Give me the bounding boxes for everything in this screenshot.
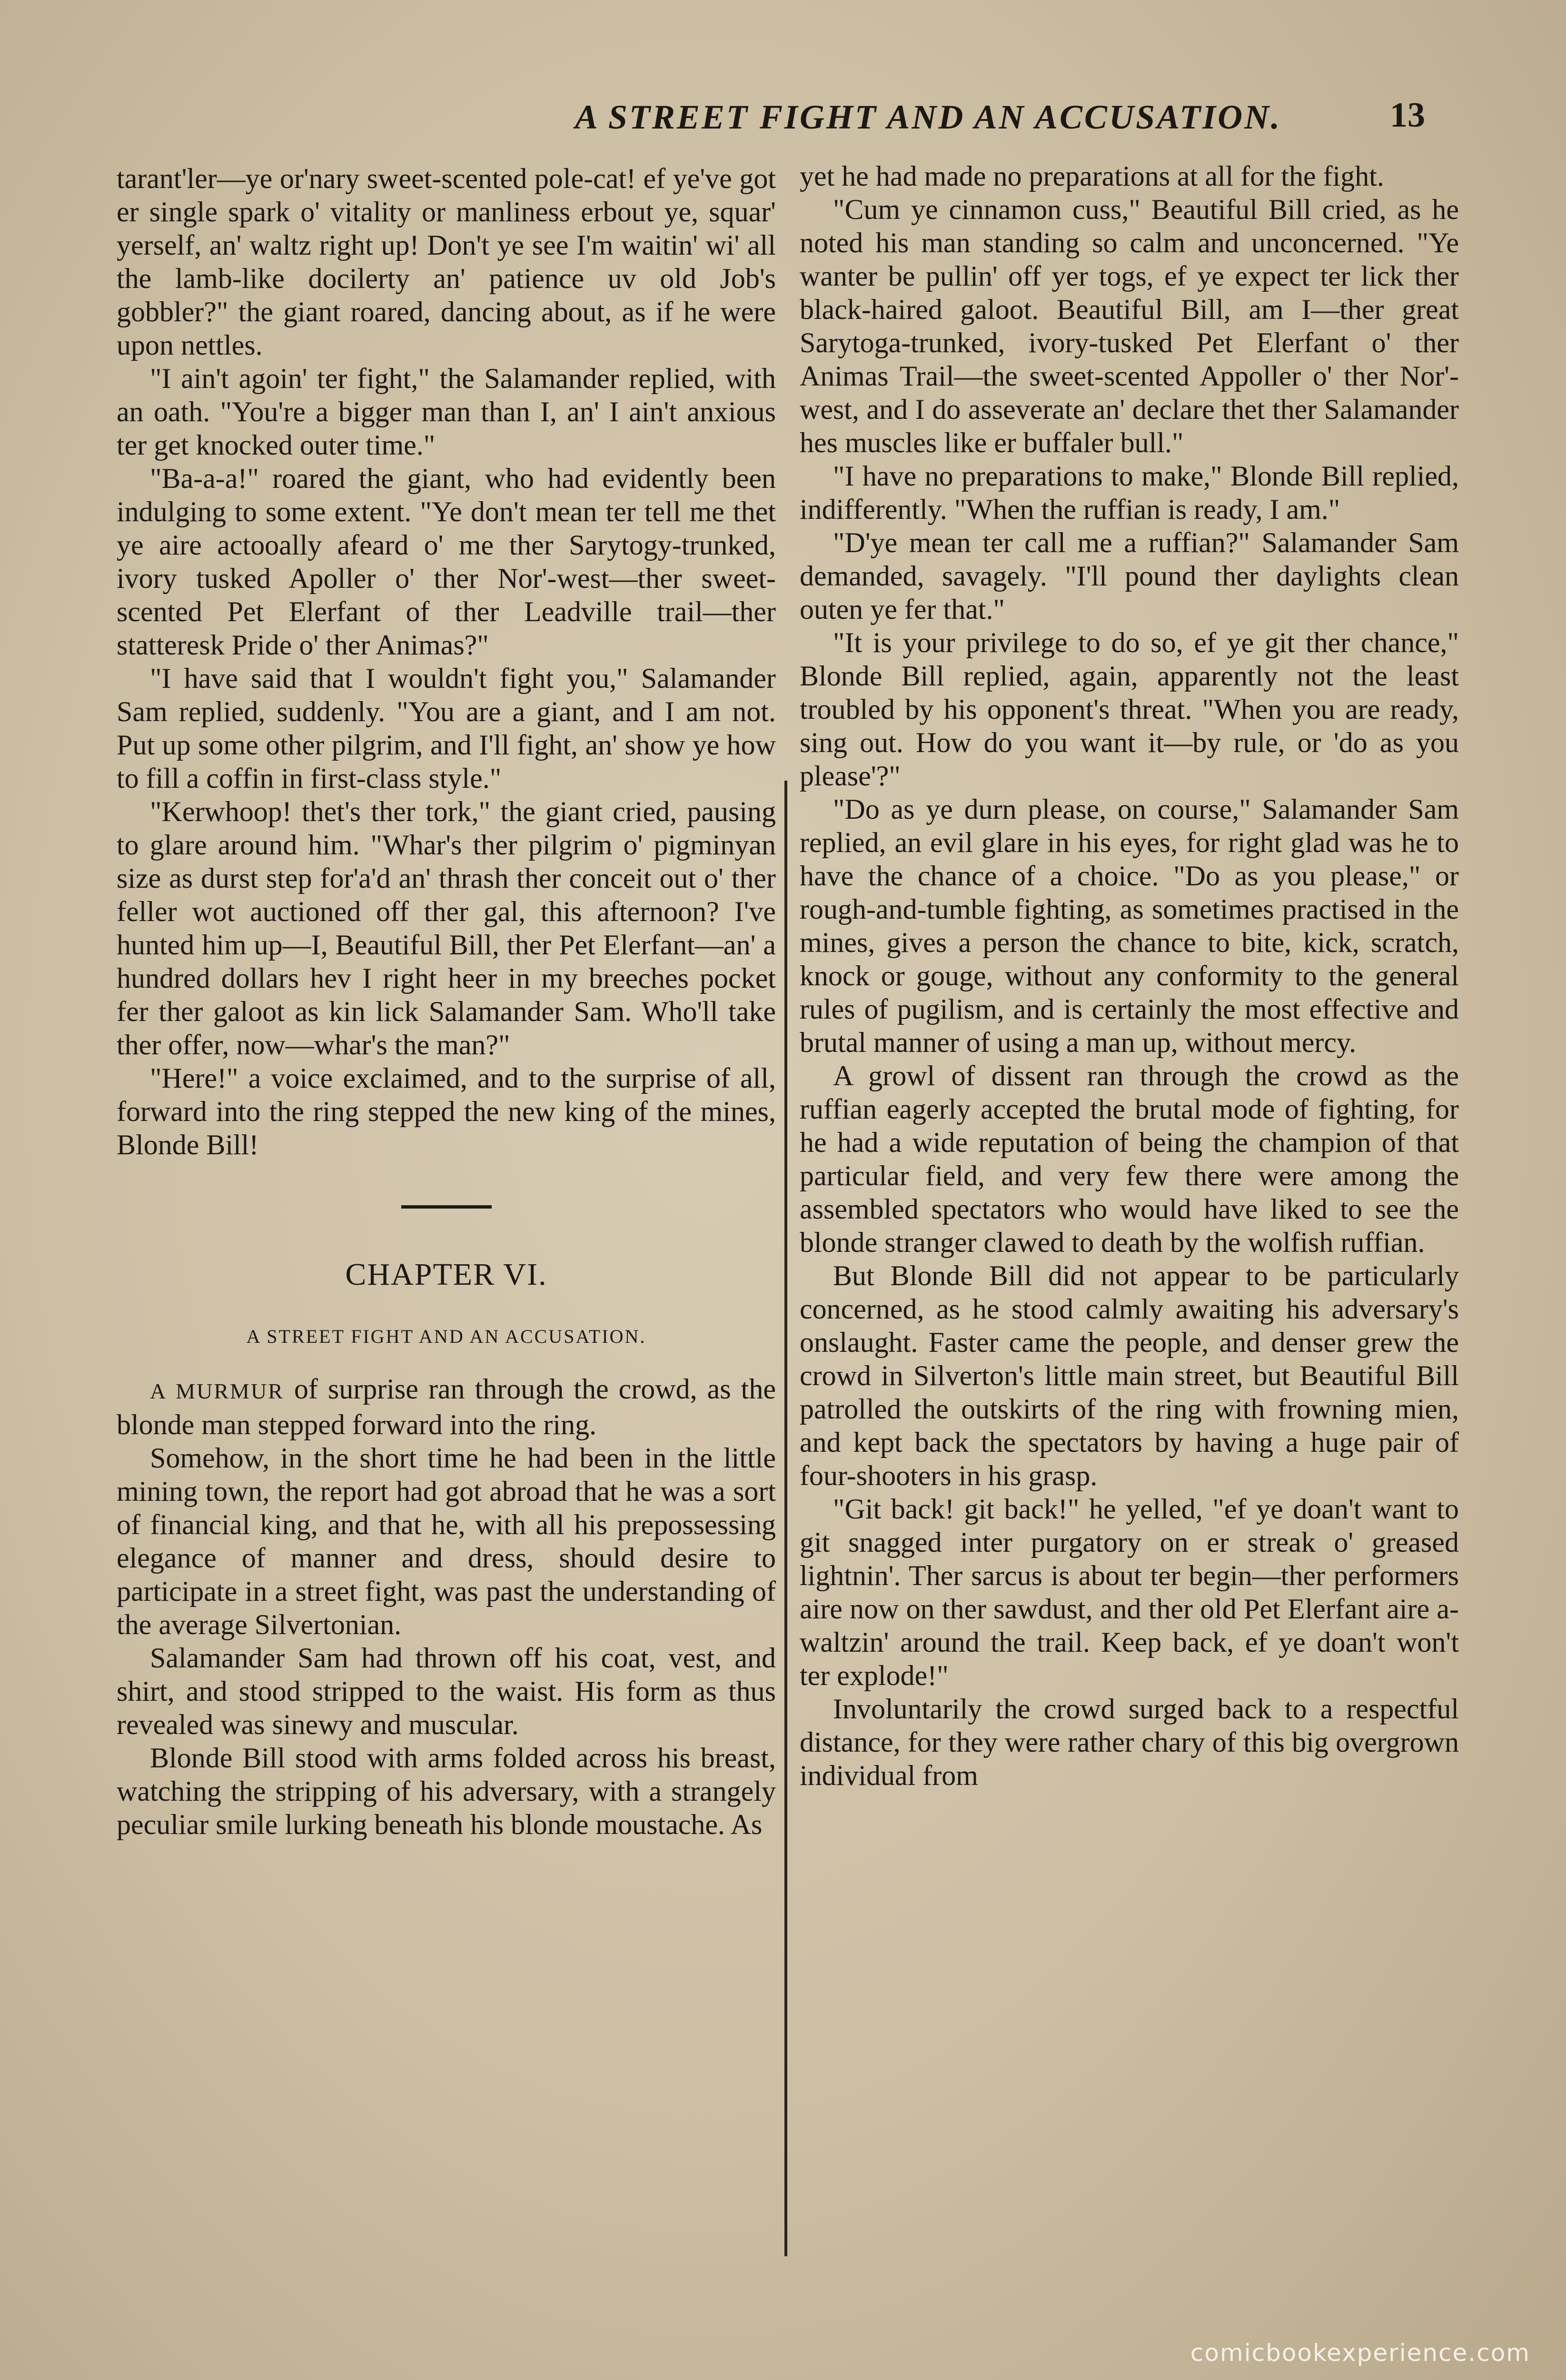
left-column: [117, 162, 776, 1841]
paragraph: [117, 1372, 776, 1441]
paragraph: "Kerwhoop! thet's ther tork," the giant cried, pausing to glare around him. "Whar's ther pilgrim o' pigminyan size as durst step for'a'd an' thrash ther conceit out o' ther feller wot auctioned off ther gal, this afternoon? I've hunted him up—I, Beautiful Bill, ther Pet Elerfant—an' a hundred dollars hev I right heer in my breeches pocket fer ther galoot as kin lick Salamander Sam. Who'll take ther offer, now—whar's the man?": [117, 796, 776, 1061]
paragraph: tarant'ler—ye or'nary sweet-scented pole-cat! ef ye've got er single spark o' vitality or manliness erbout ye, squar' yerself, an' waltz right up! Don't ye see I'm waitin' wi' all the lamb-like docilerty an' patience uv old Job's gobbler?" the giant roared, dancing about, as if he were upon nettles.: [117, 163, 776, 361]
paragraph: Salamander Sam had thrown off his coat, vest, and shirt, and stood stripped to the waist. His form as thus revealed was sinewy and muscular.: [117, 1642, 776, 1740]
paragraph: "I have said that I wouldn't fight you," Salamander Sam replied, suddenly. "You are a giant, and I am not. Put up some other pilgrim, and I'll fight, an' show ye how to fill a coffin in first-class style.": [117, 663, 776, 794]
paragraph: "Cum ye cinnamon cuss," Beautiful Bill cried, as he noted his man standing so calm and unconcerned. "Ye wanter be pullin' off yer togs, ef ye expect ter lick ther black-haired galoot. Beautiful Bill, am I—ther great Sarytoga-trunked, ivory-tusked Pet Elerfant o' ther Animas Trail—the sweet-scented Appoller o' ther Nor'-west, and I do asseverate an' declare thet ther Salamander hes muscles like er buffaler bull.": [800, 194, 1459, 458]
chapter-subtitle: A STREET FIGHT AND AN ACCUSATION.: [246, 1326, 646, 1347]
right-column: [800, 159, 1459, 1792]
section-rule: [401, 1205, 492, 1209]
running-header: A STREET FIGHT AND AN ACCUSATION.: [575, 98, 1282, 136]
paragraph: yet he had made no preparations at all for the fight.: [800, 160, 1384, 192]
paragraph: "Git back! git back!" he yelled, "ef ye doan't want to git snagged inter purgatory on er streak o' greased lightnin'. Ther sarcus is about ter begin—ther performers aire now on ther sawdust, and ther old Pet Elerfant aire a-waltzin' around the trail. Keep back, ef ye doan't won't ter explode!": [800, 1493, 1459, 1691]
paragraph: "I ain't agoin' ter fight," the Salamander replied, with an oath. "You're a bigger man than I, an' I ain't anxious ter get knocked outer time.": [117, 363, 776, 461]
paragraph: Blonde Bill stood with arms folded across his breast, watching the stripping of his adversary, with a strangely peculiar smile lurking beneath his blonde moustache. As: [117, 1742, 776, 1840]
paragraph-text: of surprise ran through the crowd, as the blonde man stepped forward into the ring.: [117, 1373, 776, 1440]
watermark: comicbookexperience.com: [1190, 2339, 1530, 2367]
page-number: 13: [1390, 96, 1425, 135]
paragraph: "D'ye mean ter call me a ruffian?" Salamander Sam demanded, savagely. "I'll pound ther daylights clean outen ye fer that.": [800, 527, 1459, 625]
paragraph: But Blonde Bill did not appear to be particularly concerned, as he stood calmly awaiting his adversary's onslaught. Faster came the people, and denser grew the crowd in Silverton's little main street, but Beautiful Bill patrolled the outskirts of the ring with frowning mien, and kept back the spectators by having a huge pair of four-shooters in his grasp.: [800, 1260, 1459, 1491]
paragraph: "It is your privilege to do so, ef ye git ther chance," Blonde Bill replied, again, apparently not the least troubled by his opponent's threat. "When you are ready, sing out. How do you want it—by rule, or 'do as you please'?": [800, 627, 1459, 792]
opening-words: A MURMUR: [150, 1379, 284, 1403]
paragraph: "Do as ye durn please, on course," Salamander Sam replied, an evil glare in his eyes, for right glad was he to have the chance of a choice. "Do as you please," or rough-and-tumble fighting, as sometimes practised in the mines, gives a person the chance to bite, kick, scratch, knock or gouge, without any conformity to the general rules of pugilism, and is certainly the most effective and brutal manner of using a man up, without mercy.: [800, 793, 1459, 1058]
paragraph: Somehow, in the short time he had been in the little mining town, the report had got abroad that he was a sort of financial king, and that he, with all his prepossessing elegance of manner and dress, should desire to participate in a street fight, was past the understanding of the average Silvertonian.: [117, 1442, 776, 1640]
paragraph: A growl of dissent ran through the crowd as the ruffian eagerly accepted the brutal mode of fighting, for he had a wide reputation of being the champion of that particular field, and very few there were among the assembled spectators who would have liked to see the blonde stranger clawed to death by the wolfish ruffian.: [800, 1060, 1459, 1258]
chapter-title: CHAPTER VI.: [345, 1257, 547, 1292]
paragraph: "Ba-a-a!" roared the giant, who had evidently been indulging to some extent. "Ye don't mean ter tell me thet ye aire actooally afeard o' me ther Sarytogy-trunked, ivory tusked Apoller o' ther Nor'-west—ther sweet-scented Pet Elerfant of ther Leadville trail—ther statteresk Pride o' ther Animas?": [117, 463, 776, 661]
column-divider: [784, 781, 787, 2256]
paragraph: "Here!" a voice exclaimed, and to the surprise of all, forward into the ring stepped the new king of the mines, Blonde Bill!: [117, 1062, 776, 1160]
paragraph: "I have no preparations to make," Blonde Bill replied, indifferently. "When the ruffian is ready, I am.": [800, 460, 1459, 525]
paragraph: Involuntarily the crowd surged back to a respectful distance, for they were rather chary of this big overgrown individual from: [800, 1693, 1459, 1791]
